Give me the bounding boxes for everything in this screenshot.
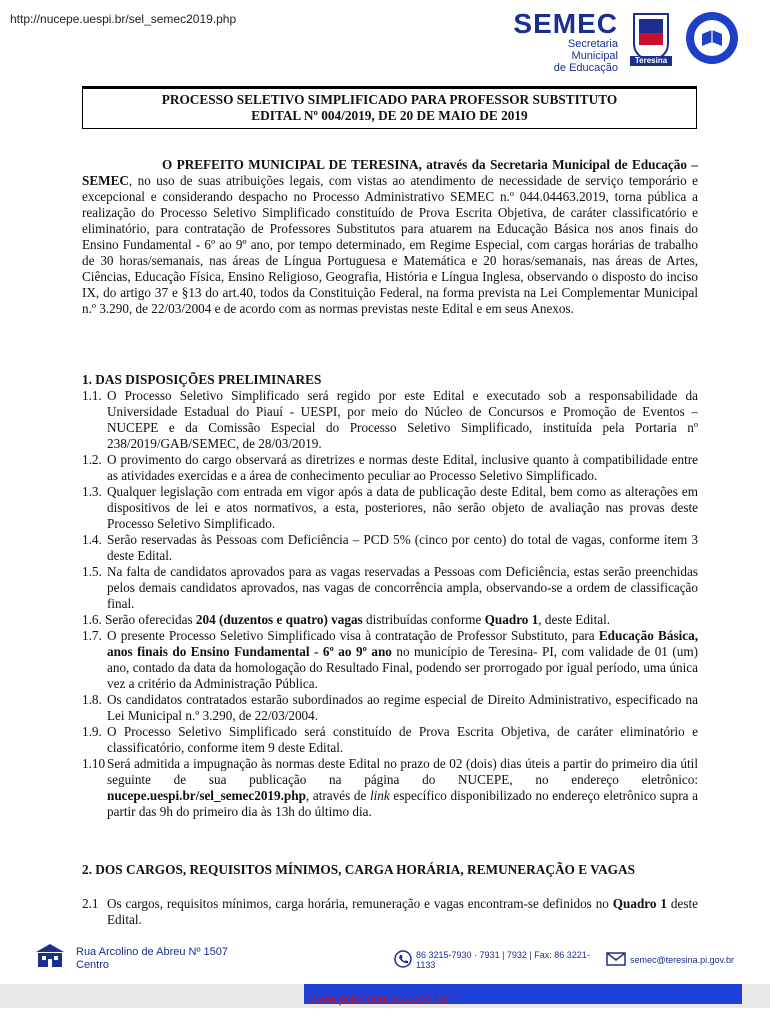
item-1-6-e: , deste Edital.: [538, 612, 611, 627]
item-1-6-c: distribuídas conforme: [362, 612, 485, 627]
header-logos: [513, 10, 740, 74]
item-1-10-a: Será admitida a impugnação às normas deste Edital no prazo de 02 (dois) dias úteis a partir do primeiro dia útil seguinte de sua publicação na página do NUCEPE, no endereço eletrônico:: [107, 756, 698, 787]
footer-contact: [394, 950, 734, 970]
item-2-1: [82, 896, 698, 928]
item-text: [107, 756, 698, 820]
section-2-heading: 2. DOS CARGOS, REQUISITOS MÍNIMOS, CARGA HORÁRIA, REMUNERAÇÃO E VAGAS: [82, 862, 636, 877]
footer-address: [76, 946, 228, 972]
item-1-10-c: , através de: [305, 788, 370, 803]
intro-text: , no uso de suas atribuições legais, com vistas ao atendimento de necessidade de serviço temporário e excepcional e considerando despacho no Processo Administrativo SEMEC n.º 044.04463.2019, torna pública a realização do Processo Seletivo Simplificado constituído de Prova Escrita Objetiva, de caráter classificatório e eliminatório, para contratação de Professores Substitutos para atuarem na Educação Básica nos anos finais do Ensino Fundamental - 6º ao 9º ano, por tempo determinado, em Regime Especial, com cargas horárias de trabalho de 30 horas/semanais, nas áreas de Língua Portuguesa e Matemática e 20 horas/semanais, nas áreas de Artes, Ciências, Educação Física, Ensino Religioso, Geografia, História e Língua Inglesa, observando o disposto do inciso IX, do artigo 37 e §13 do art.40, todos da Constituição Federal, na forma prevista na Lei Complementar Municipal n.º 3.290, de 22/03/2004 e de acordo com as normas previstas neste Edital e em seus Anexos.: [82, 173, 698, 316]
phone-icon: [394, 950, 412, 970]
item-text: Os candidatos contratados estarão subordinados ao regime especial de Direito Administrativo, especificado na Lei Municipal n.º 3.290, de 22/03/2004.: [107, 692, 698, 723]
item-number: 2.1: [82, 896, 99, 911]
item-text: [107, 896, 698, 928]
address-line-1: Rua Arcolino de Abreu Nº 1507: [76, 946, 229, 958]
item-1-7-b: Educação Básica, anos finais do Ensino Fundamental - 6º ao 9º ano: [107, 628, 698, 659]
intro-paragraph: [82, 157, 698, 317]
page-url: http://nucepe.uespi.br/sel_semec2019.php: [10, 12, 237, 26]
item-2-1-b: Quadro 1: [612, 896, 667, 911]
item-1-6-b: 204 (duzentos e quatro) vagas: [195, 612, 363, 627]
item-text: O Processo Seletivo Simplificado será regido por este Edital e executado sob a responsabilidade da Universidade Estadual do Piauí - UESPI, por meio do Núcleo de Concursos e Promoção de Eventos – NUCEPE e da Comissão Especial do Processo Seletivo Simplificado, instituída pela Portaria nº 238/2019/GAB/SEMEC, de 28/03/2019.: [107, 388, 698, 451]
item-1-6-a: 1.6. Serão oferecidas: [82, 612, 196, 627]
item-1-10-link: link: [369, 788, 390, 803]
item-number: 1.9.: [82, 724, 102, 739]
education-seal-icon: [684, 10, 740, 66]
item-1-1: [82, 388, 698, 452]
item-text: O Processo Seletivo Simplificado será constituído de Prova Escrita Objetiva, de caráter eliminatório e classificatório, conforme item 9 deste Edital.: [107, 724, 698, 755]
semec-logo-text: SEMEC: [513, 8, 618, 39]
edital-title-box: [82, 86, 697, 129]
item-number: 1.8.: [82, 692, 102, 707]
building-icon: [34, 942, 66, 973]
teresina-crest-icon: [628, 10, 674, 68]
item-2-1-a: Os cargos, requisitos mínimos, carga horária, remuneração e vagas encontram-se definidos no: [107, 896, 613, 911]
item-1-3: [82, 484, 698, 532]
item-1-7-a: O presente Processo Seletivo Simplificado visa à contratação de Professor Substituto, para: [107, 628, 599, 643]
item-number: 1.4.: [82, 532, 102, 547]
item-number: 1.2.: [82, 452, 102, 467]
item-1-6-d: Quadro 1: [484, 612, 539, 627]
item-text: [107, 628, 698, 692]
item-1-10: [82, 756, 698, 820]
item-number: 1.7.: [82, 628, 102, 643]
footer-phones: 86 3215-7930 · 7931 | 7932 | Fax: 86 3221-1133: [416, 950, 590, 970]
item-text: Serão reservadas às Pessoas com Deficiência – PCD 5% (cinco por cento) do total de vagas, conforme item 3 deste Edital.: [107, 532, 698, 563]
item-1-2: [82, 452, 698, 484]
semec-logo-line-2: Municipal: [571, 50, 618, 62]
footer-email[interactable]: semec@teresina.pi.gov.br: [629, 955, 734, 965]
section-1-heading: 1. DAS DISPOSIÇÕES PRELIMINARES: [82, 372, 322, 387]
item-text: O provimento do cargo observará as diretrizes e normas deste Edital, inclusive quanto à compatibilidade entre as atividades exercidas e a área de conhecimento peculiar ao Processo Seletivo Simplificado.: [107, 452, 698, 483]
title-line-2: EDITAL Nº 004/2019, DE 20 DE MAIO DE 2019: [251, 108, 528, 123]
semec-logo: [513, 10, 618, 74]
section-2-items: [82, 896, 698, 928]
page-footer: [34, 940, 734, 976]
item-text: Qualquer legislação com entrada em vigor após a data de publicação deste Edital, bem como as alterações em dispositivos de lei e atos normativos, a esta, posteriores, não serão objeto de avaliação nas provas deste Processo Seletivo Simplificado.: [107, 484, 698, 531]
item-text: [82, 612, 698, 628]
semec-logo-line-1: Secretaria: [567, 38, 618, 50]
item-number: 1.3.: [82, 484, 102, 499]
item-number: 1.1.: [82, 388, 102, 403]
item-2-1-c: deste Edital.: [107, 896, 698, 927]
website-link[interactable]: www.pciconcursos.com.br: [310, 992, 449, 1006]
item-1-6: [82, 612, 698, 628]
item-1-5: [82, 564, 698, 612]
item-1-10-e: específico disponibilizado no endereço eletrônico supra a partir das 9h do primeiro dia às 13h do último dia.: [107, 788, 698, 819]
crest-label: Teresina: [634, 56, 668, 65]
intro-bold: O PREFEITO MUNICIPAL DE TERESINA, através da Secretaria Municipal de Educação – SEMEC: [82, 157, 698, 188]
item-1-10-url[interactable]: nucepe.uespi.br/sel_semec2019.php: [107, 788, 306, 803]
item-number: 1.10: [82, 756, 106, 771]
item-1-4: [82, 532, 698, 564]
address-line-2: Centro: [76, 959, 110, 971]
item-1-9: [82, 724, 698, 756]
section-1-items: [82, 388, 698, 820]
item-1-8: [82, 692, 698, 724]
item-number: 1.5.: [82, 564, 102, 579]
mail-icon: [606, 952, 626, 968]
item-text: Na falta de candidatos aprovados para as vagas reservadas a Pessoas com Deficiência, estas serão preenchidas pelos demais candidatos aprovados, nas vagas de concorrência ampla, observando-se a ordem de classificação final.: [107, 564, 698, 611]
item-1-7: [82, 628, 698, 692]
title-line-1: PROCESSO SELETIVO SIMPLIFICADO PARA PROFESSOR SUBSTITUTO: [161, 92, 618, 107]
item-1-7-c: no município de Teresina- PI, com validade de 01 (um) ano, contado da data da homologação do Resultado Final, podendo ser prorrogado por igual período, uma única vez a critério da Administração Pública.: [107, 644, 698, 691]
semec-logo-line-3: de Educação: [553, 62, 618, 74]
